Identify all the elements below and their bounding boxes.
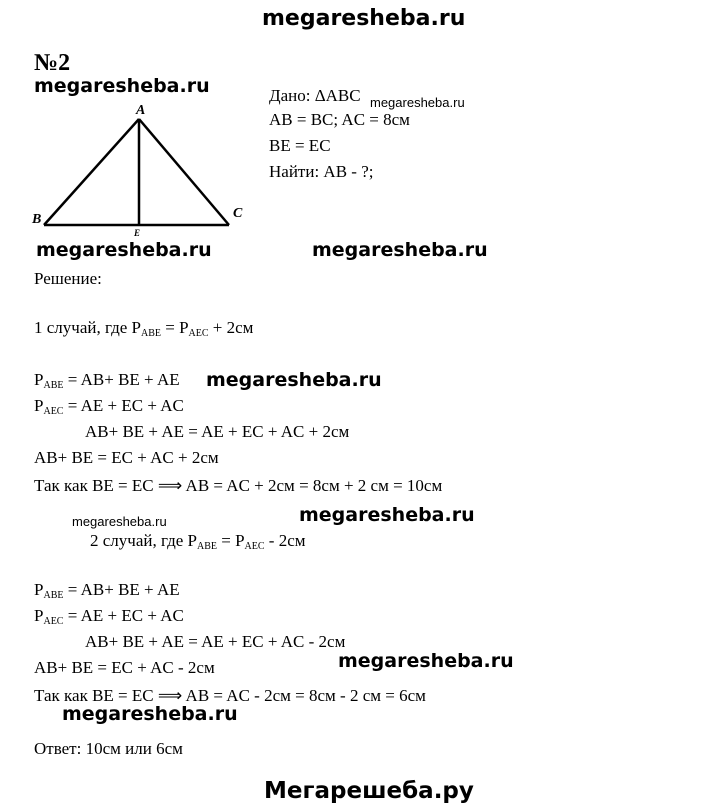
- given-line-1: Дано: ΔABC: [269, 86, 361, 105]
- given-line-3: BE = EC: [269, 136, 331, 155]
- case2-perimeter-aec: $P_{AEC}$ = AE + EC + AC: [34, 606, 184, 627]
- label-c: C: [233, 206, 243, 221]
- watermark-6: megaresheba.ru: [72, 514, 167, 529]
- label-e: E: [134, 228, 141, 238]
- watermark-9: megaresheba.ru: [62, 703, 238, 725]
- watermark-8: megaresheba.ru: [338, 650, 514, 672]
- side-ac: [139, 119, 229, 225]
- triangle-figure: [30, 100, 260, 250]
- case2-title: 2 случай, где $P_{ABE} = P_{AEC} - 2см$: [90, 531, 306, 552]
- case1-title: 1 случай, где $P_{ABE} = P_{AEC} + 2см$: [34, 318, 254, 339]
- problem-number: №2: [34, 50, 71, 76]
- case1-equation-1: AB+ BE + AE = AE + EC + AC + 2см: [85, 422, 350, 441]
- case1-perimeter-aec: $P_{AEC}$ = AE + EC + AC: [34, 396, 184, 417]
- watermark-1: megaresheba.ru: [34, 75, 210, 97]
- case1-conclusion: Так как BE = EC ⟹ AB = AC + 2см = 8см + 2 см = 10см: [34, 476, 443, 496]
- watermark-2: megaresheba.ru: [370, 95, 465, 110]
- implies-arrow-icon: ⟹: [157, 476, 183, 496]
- case2-perimeter-abe: $P_{ABE} = AB+$ BE + AE: [34, 580, 180, 601]
- case1-equation-2: AB+ BE = EC + AC + 2см: [34, 448, 219, 467]
- label-b: B: [32, 212, 42, 227]
- case1-perimeter-abe: $P_{ABE} = AB+$ BE + AE: [34, 370, 180, 391]
- solution-heading: Решение:: [34, 269, 102, 288]
- watermark-3: megaresheba.ru: [36, 239, 212, 261]
- case2-conclusion: Так как BE = EC ⟹ AB = AC - 2см = 8см - 2 см = 6см: [34, 686, 426, 706]
- watermark-4: megaresheba.ru: [312, 239, 488, 261]
- case2-equation-1: AB+ BE + AE = AE + EC + AC - 2см: [85, 632, 346, 651]
- answer: Ответ: 10см или 6см: [34, 739, 183, 758]
- label-a: A: [136, 103, 146, 118]
- implies-arrow-icon: ⟹: [157, 686, 183, 706]
- side-ab: [44, 119, 139, 225]
- watermark-bottom: Мегарешеба.ру: [264, 778, 474, 804]
- watermark-top: megaresheba.ru: [262, 6, 466, 31]
- given-line-2: AB = BC; AC = 8см: [269, 110, 410, 129]
- watermark-5: megaresheba.ru: [206, 369, 382, 391]
- watermark-7: megaresheba.ru: [299, 504, 475, 526]
- given-line-4: Найти: AB - ?;: [269, 162, 374, 181]
- case2-equation-2: AB+ BE = EC + AC - 2см: [34, 658, 215, 677]
